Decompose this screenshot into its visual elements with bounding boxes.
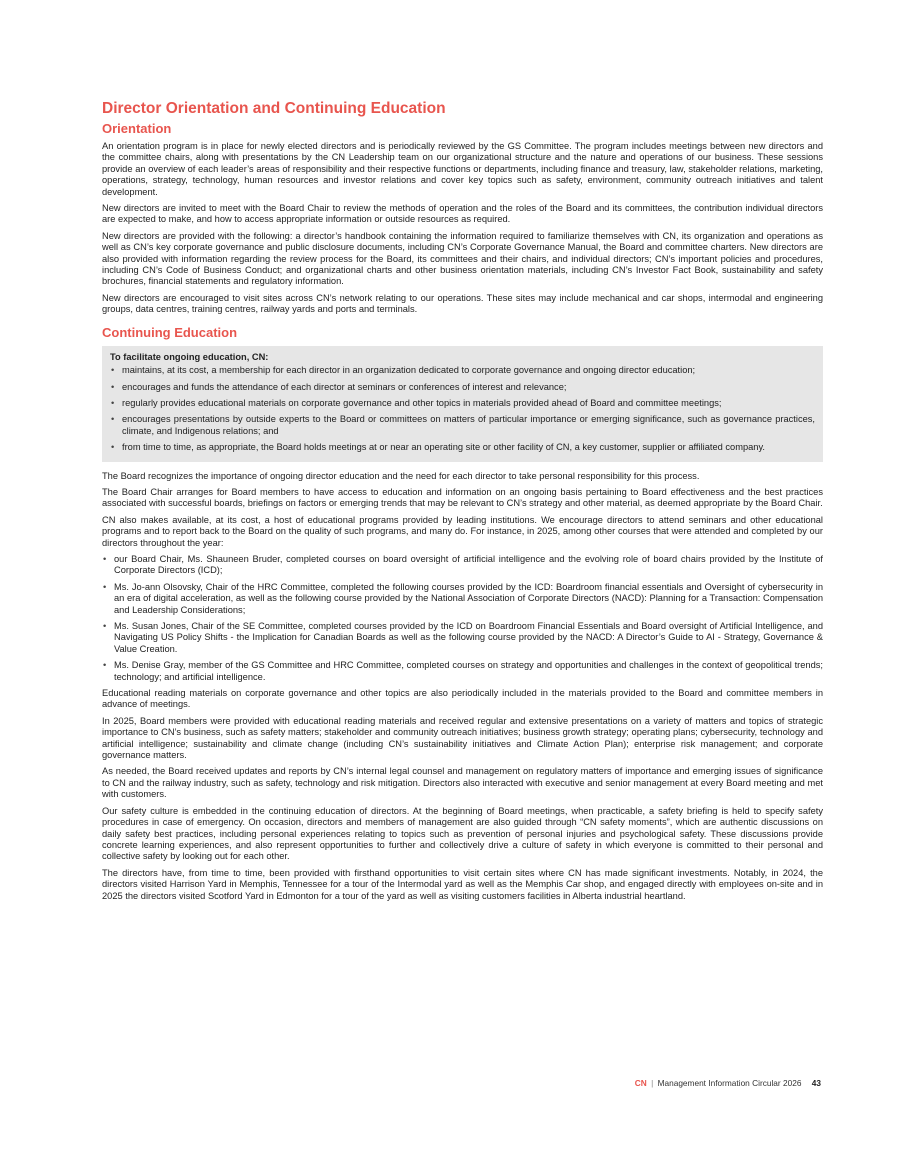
footer-doc-title: Management Information Circular 2026 <box>657 1078 802 1088</box>
orientation-paragraph: New directors are invited to meet with the Board Chair to review the methods of operation and the roles of the Board and its committees, the contribution individual directors are expected to make, and how to access appropriate information or outside resources as required. <box>102 203 823 225</box>
page-footer <box>635 1078 821 1088</box>
box-list-item: • encourages and funds the attendance of each director at seminars or conferences of interest and relevance; <box>110 382 815 393</box>
body-paragraph: The directors have, from time to time, been provided with firsthand opportunities to visit certain sites where CN has made significant investments. Notably, in 2024, the directors visited Harrison Yard in Memphis, Tennessee for a tour of the Intermodal yard as well as the Memphis Car shop, and engaged directly with employees on-site and in 2025 the directors visited Scotford Yard in Edmonton for a tour of the yard as well as visiting customers facilities in Alberta industrial heartland. <box>102 867 823 901</box>
footer-brand: CN <box>634 1078 647 1088</box>
ongoing-education-box <box>102 346 823 462</box>
course-list-item: • Ms. Denise Gray, member of the GS Committee and HRC Committee, completed courses on strategy and opportunities and challenges in the context of geopolitical trends; technology; and artificial intelligence. <box>102 660 823 683</box>
box-title: To facilitate ongoing education, CN: <box>110 351 269 362</box>
main-content <box>102 99 823 907</box>
footer-separator: | <box>651 1078 654 1088</box>
page-number: 43 <box>811 1078 821 1088</box>
orientation-paragraph: New directors are provided with the following: a director’s handbook containing the information required to familiarize themselves with CN, its organization and operations as well as CN’s key corporate governance and public disclosure documents, including CN’s Corporate Governance Manual, the Board and committee charters. New directors are also provided with information regarding the review process for the Board, its committees and their chairs, and individual directors; CN’s important policies and procedures, including CN’s Code of Business Conduct; and organizational charts and other business orientation materials, including CN’s Investor Fact Book, sustainability and safety brochures, financial statements and regulatory information. <box>102 230 823 287</box>
body-paragraph: As needed, the Board received updates and reports by CN’s internal legal counsel and management on regulatory matters of importance and emerging issues of significance to CN and the railway industry, such as safety, technology and risk mitigation. Directors also interacted with executive and senior management at every Board meeting and met with customers. <box>102 766 823 800</box>
body-paragraph: The Board recognizes the importance of ongoing director education and the need for each director to take personal responsibility for this process. <box>102 470 700 481</box>
body-paragraph: The Board Chair arranges for Board members to have access to education and information on an ongoing basis pertaining to Board effectiveness and the best practices associated with successful boards, briefings on factors or emerging trends that may be relevant to CN’s strategy and other material, as deemed appropriate by the Board Chair. <box>102 486 823 509</box>
course-list-item: • our Board Chair, Ms. Shauneen Bruder, completed courses on board oversight of artificial intelligence and the evolving role of board chairs provided by the Institute of Corporate Directors (ICD); <box>102 554 823 577</box>
box-list <box>110 365 815 453</box>
body-paragraph: In 2025, Board members were provided with educational reading materials and received regular and extensive presentations on a variety of matters and topics of strategic importance to CN’s business, such as safety matters; stakeholder and community outreach initiatives; business growth strategy; operating plans; cybersecurity, technology and artificial intelligence; sustainability and climate change (including CN’s sustainability initiatives and Climate Action Plan); enterprise risk management; and corporate governance matters. <box>102 715 823 761</box>
course-list-item: • Ms. Susan Jones, Chair of the SE Committee, completed courses provided by the ICD on Boardroom Financial Essentials and Board oversight of Artificial Intelligence, and Navigating US Policy Shifts - the Implication for Canadian Boards as well as the following course provided by the NACD: A Director’s Guide to AI - Strategy, Governance & Value Creation. <box>102 621 823 655</box>
continuing-education-heading: Continuing Education <box>102 324 238 340</box>
orientation-heading: Orientation <box>102 121 172 136</box>
box-list-item: • encourages presentations by outside experts to the Board or committees on matters of particular importance or emerging significance, such as governance practices, climate, and Indigenous relations; and <box>110 414 815 437</box>
orientation-paragraph: New directors are encouraged to visit sites across CN’s network relating to our operations. These sites may include mechanical and car shops, intermodal and engineering groups, data centres, training centres, railway yards and ports and terminals. <box>102 292 823 315</box>
box-list-item: • maintains, at its cost, a membership for each director in an organization dedicated to corporate governance and ongoing director education; <box>110 365 815 376</box>
course-list-item: • Ms. Jo-ann Olsovsky, Chair of the HRC Committee, completed the following courses provided by the ICD: Boardroom financial essentials and Oversight of cybersecurity in an era of digital acceleration, as well as the following course provided by the National Association of Corporate Directors (NACD): Planning for a Transaction: Compensation and Leadership Considerations; <box>102 582 823 616</box>
courses-list <box>102 554 823 683</box>
page-title: Director Orientation and Continuing Education <box>102 100 446 117</box>
body-paragraph: Our safety culture is embedded in the continuing education of directors. At the beginning of Board meetings, when practicable, a safety briefing is held to specify safety procedures in case of emergency. On occasion, directors and members of management are also guided through “CN safety moments”, which are authentic discussions on daily safety best practices, including personal experiences relating to topics such as prevention of personal injuries and psychological safety. These discussions provide concrete learning experiences, and also represent opportunities to further and collectively drive a culture of safety in which everyone is committed to their personal and collective safety by looking out for each other. <box>102 805 823 862</box>
body-paragraph: Educational reading materials on corporate governance and other topics are also periodically included in the materials provided to the Board and committee members in advance of meetings. <box>102 688 823 710</box>
box-list-item: • from time to time, as appropriate, the Board holds meetings at or near an operating site or other facility of CN, a key customer, supplier or affiliated company. <box>110 442 815 453</box>
orientation-paragraph: An orientation program is in place for newly elected directors and is periodically reviewed by the GS Committee. The program includes meetings between new directors and the committee chairs, along with presentations by the CN Leadership team on our organizational structure and the nature and operations of our business. These sessions provide an overview of each leader’s areas of responsibility and their respective functions or departments, including finance and treasury, law, stakeholder relations, marketing, operations, strategy, technology, human resources and investor relations and cover key topics such as safety, environment, community outreach initiatives and talent development. <box>102 141 823 197</box>
body-paragraph: CN also makes available, at its cost, a host of educational programs provided by leading institutions. We encourage directors to attend seminars and other educational programs and to report back to the Board on the quality of such programs, and many do. For instance, in 2025, among other courses that were attended and completed by our directors throughout the year: <box>102 514 823 548</box>
box-list-item: • regularly provides educational materials on corporate governance and other topics in materials provided ahead of Board and committee meetings; <box>110 398 815 409</box>
